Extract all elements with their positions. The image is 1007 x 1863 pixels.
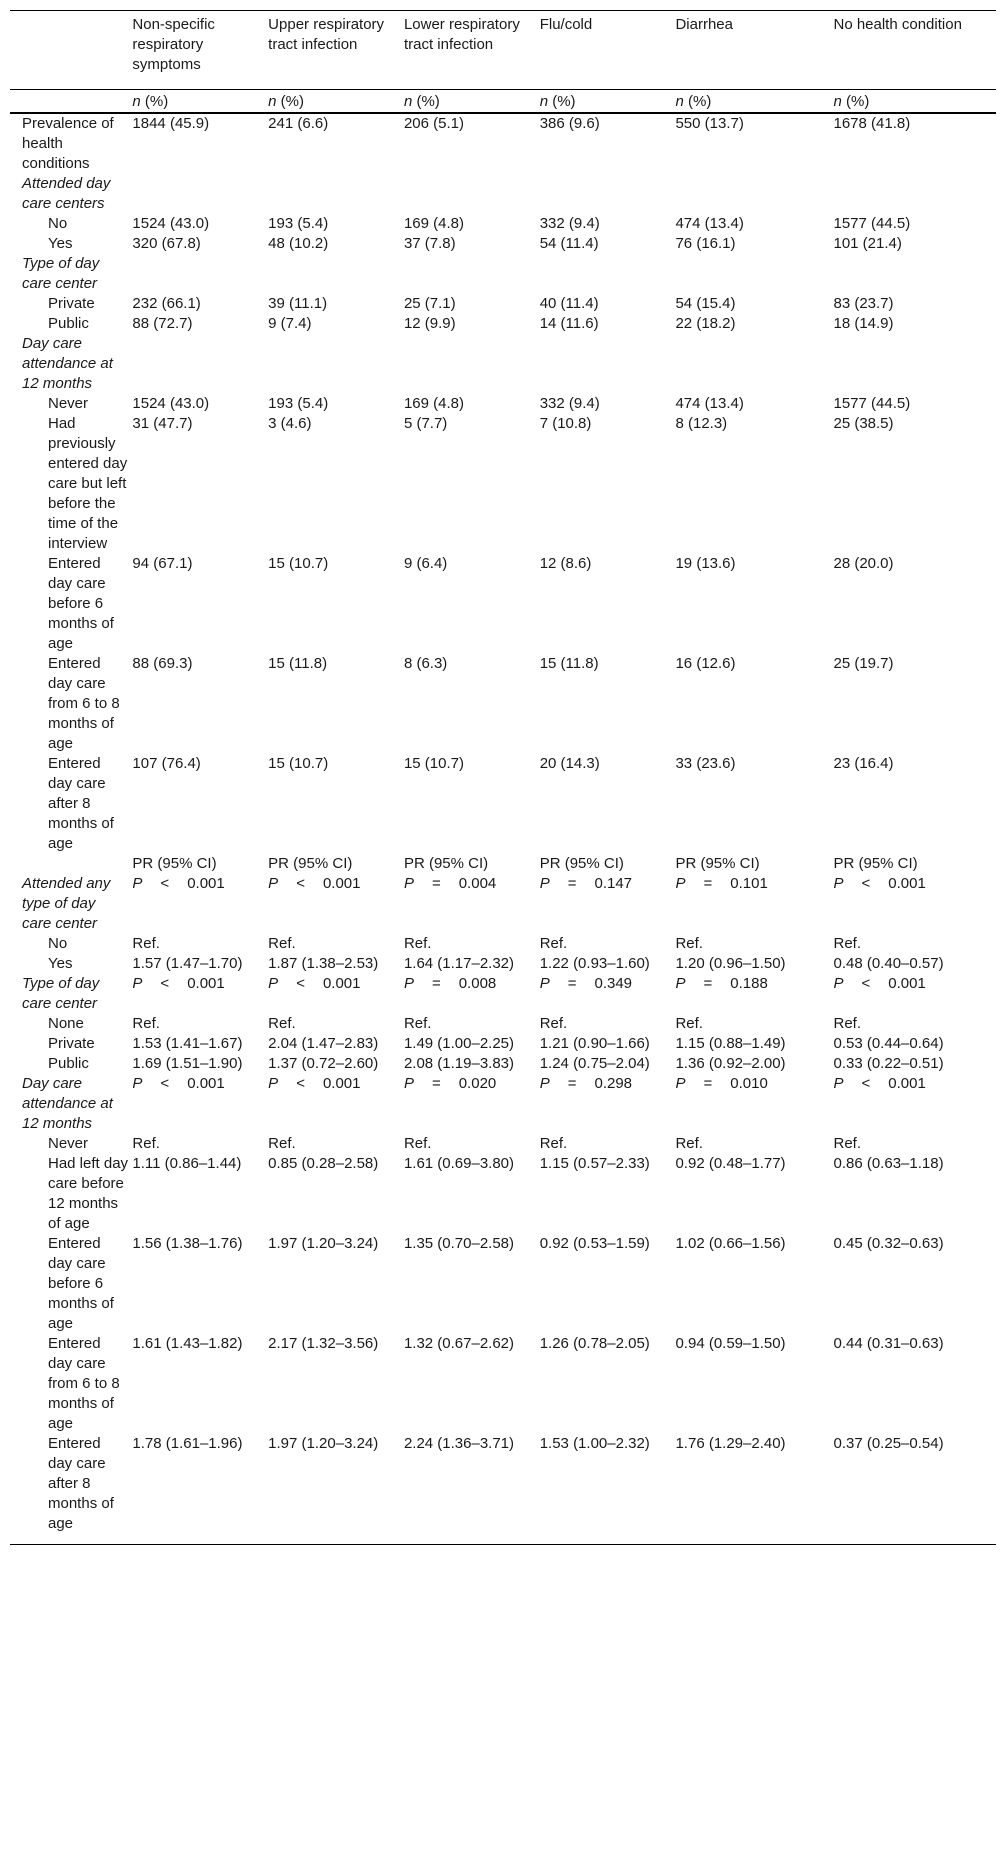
row-label: Prevalence of health conditions — [22, 115, 114, 172]
table-cell: Ref. — [675, 935, 703, 952]
p-symbol: P — [268, 875, 279, 892]
p-operator: < — [861, 1075, 871, 1092]
table-cell-empty — [833, 174, 996, 214]
table-cell: Ref. — [403, 1015, 432, 1032]
p-symbol: P — [675, 975, 686, 992]
p-value-cell — [833, 874, 996, 934]
table-cell: 1.97 (1.20–3.24) — [268, 1434, 404, 1545]
table-cell: 169 (4.8) — [403, 215, 464, 232]
table-cell: 1678 (41.8) — [833, 115, 911, 132]
table-row — [10, 1234, 996, 1334]
table-cell: 8 (6.3) — [403, 655, 448, 672]
table-cell: 9 (7.4) — [268, 315, 312, 332]
p-value-cell — [404, 874, 540, 934]
row-label: Private — [48, 295, 95, 312]
table-cell: 0.48 (0.40–0.57) — [833, 955, 944, 972]
table-cell-empty — [833, 254, 996, 294]
p-operator: = — [703, 975, 713, 992]
table-cell: Ref. — [833, 935, 861, 952]
p-symbol: P — [675, 875, 686, 892]
table-cell: 76 (16.1) — [675, 235, 736, 252]
table-cell: PR (95% CI) — [268, 855, 353, 872]
p-value-cell — [268, 874, 404, 934]
p-operator: < — [160, 975, 170, 992]
units-cell-empty — [10, 90, 132, 114]
p-symbol: P — [539, 1075, 550, 1092]
table-row — [10, 113, 996, 174]
table-cell: 2.17 (1.32–3.56) — [268, 1335, 379, 1352]
table-cell: 15 (11.8) — [268, 655, 328, 672]
p-value-cell — [833, 974, 996, 1014]
table-cell: 88 (69.3) — [132, 655, 193, 672]
table-cell-empty — [540, 174, 676, 214]
table-cell: Ref. — [403, 935, 432, 952]
p-value: 0.101 — [730, 875, 768, 892]
table-cell-empty — [675, 334, 833, 394]
row-label: Entered day care before 6 months of age — [48, 555, 114, 652]
table-cell-empty — [540, 334, 676, 394]
p-value: 0.020 — [458, 1075, 497, 1092]
table-cell: 15 (10.7) — [403, 755, 464, 772]
table-cell: Ref. — [539, 1135, 568, 1152]
p-operator: = — [431, 1075, 441, 1092]
table-cell-empty — [675, 254, 833, 294]
units-row — [10, 90, 996, 114]
row-label: Public — [48, 1055, 89, 1072]
table-cell: 15 (11.8) — [539, 655, 599, 672]
table-cell: 88 (72.7) — [132, 315, 193, 332]
table-cell: 1.15 (0.88–1.49) — [675, 1035, 786, 1052]
table-row — [10, 414, 996, 554]
table-cell: 9 (6.4) — [403, 555, 448, 572]
section-row — [10, 974, 996, 1014]
p-value: 0.010 — [730, 1075, 768, 1092]
table-cell-empty — [404, 254, 540, 294]
table-row — [10, 1054, 996, 1074]
units-cell: n (%) — [833, 90, 996, 114]
units-cell: n (%) — [540, 90, 676, 114]
table-cell: 550 (13.7) — [675, 115, 744, 132]
table-container — [10, 10, 996, 1545]
section-row — [10, 1074, 996, 1134]
table-cell: 1.11 (0.86–1.44) — [132, 1155, 242, 1172]
table-row — [10, 234, 996, 254]
table-cell: 107 (76.4) — [132, 755, 201, 772]
table-cell-empty — [132, 174, 268, 214]
table-cell-empty — [404, 174, 540, 214]
table-cell: 0.92 (0.53–1.59) — [539, 1235, 650, 1252]
table-cell: 206 (5.1) — [403, 115, 464, 132]
table-cell: 1.87 (1.38–2.53) — [268, 955, 379, 972]
table-cell: 40 (11.4) — [539, 295, 599, 312]
p-symbol: P — [833, 975, 844, 992]
p-value: 0.001 — [187, 1075, 225, 1092]
p-value-cell — [132, 974, 268, 1014]
table-cell: PR (95% CI) — [539, 855, 624, 872]
table-cell: Ref. — [675, 1135, 703, 1152]
table-cell: 0.85 (0.28–2.58) — [268, 1155, 379, 1172]
table-cell: 16 (12.6) — [675, 655, 736, 672]
p-value: 0.004 — [458, 875, 497, 892]
header-cell: Lower respiratory tract infection — [404, 11, 540, 90]
table-cell: PR (95% CI) — [132, 855, 217, 872]
table-cell: 1.69 (1.51–1.90) — [132, 1055, 243, 1072]
p-value-cell — [132, 874, 268, 934]
p-value: 0.001 — [322, 875, 361, 892]
table-row — [10, 394, 996, 414]
p-value-cell — [132, 1074, 268, 1134]
table-cell: 1577 (44.5) — [833, 215, 911, 232]
table-cell-empty — [268, 174, 404, 214]
table-cell: 28 (20.0) — [833, 555, 894, 572]
table-row — [10, 934, 996, 954]
table-cell: Ref. — [132, 1015, 160, 1032]
table-cell: 25 (38.5) — [833, 415, 894, 432]
row-label: Entered day care from 6 to 8 months of age — [48, 1335, 120, 1432]
table-cell: 232 (66.1) — [132, 295, 201, 312]
row-label: Public — [48, 315, 89, 332]
table-cell: 15 (10.7) — [268, 555, 329, 572]
table-cell: 1844 (45.9) — [132, 115, 210, 132]
table-row — [10, 1134, 996, 1154]
table-cell: 2.04 (1.47–2.83) — [268, 1035, 379, 1052]
row-label: None — [48, 1015, 84, 1032]
table-cell: 48 (10.2) — [268, 235, 329, 252]
table-row — [10, 954, 996, 974]
table-row — [10, 1434, 996, 1545]
table-cell: 19 (13.6) — [675, 555, 736, 572]
health-conditions-table — [10, 10, 996, 1545]
p-operator: < — [296, 875, 305, 892]
table-cell: Ref. — [268, 935, 296, 952]
row-label: No — [48, 215, 68, 232]
table-cell: 18 (14.9) — [833, 315, 894, 332]
p-value-cell — [540, 1074, 676, 1134]
section-row — [10, 174, 996, 214]
table-cell: 193 (5.4) — [268, 395, 329, 412]
table-cell: 1.78 (1.61–1.96) — [132, 1434, 268, 1545]
table-cell: 1.49 (1.00–2.25) — [403, 1035, 515, 1052]
p-value-cell — [404, 1074, 540, 1134]
header-cell: Upper respiratory tract infection — [268, 11, 404, 90]
table-cell: 0.33 (0.22–0.51) — [833, 1055, 944, 1072]
p-symbol: P — [833, 875, 844, 892]
p-symbol: P — [403, 875, 414, 892]
p-value: 0.298 — [594, 1075, 633, 1092]
p-operator: < — [160, 875, 170, 892]
table-cell: 193 (5.4) — [268, 215, 329, 232]
table-cell: 1524 (43.0) — [132, 395, 210, 412]
table-cell: Ref. — [833, 1135, 861, 1152]
p-value-cell — [404, 974, 540, 1014]
p-operator: = — [567, 875, 577, 892]
table-cell: 2.08 (1.19–3.83) — [403, 1055, 515, 1072]
section-row — [10, 334, 996, 394]
p-symbol: P — [675, 1075, 686, 1092]
row-label: Never — [48, 395, 89, 412]
table-cell-empty — [268, 334, 404, 394]
table-cell: 1.61 (1.43–1.82) — [132, 1335, 243, 1352]
p-value: 0.001 — [322, 975, 361, 992]
table-cell: 320 (67.8) — [132, 235, 201, 252]
table-row — [10, 554, 996, 654]
row-label: Private — [48, 1035, 95, 1052]
units-cell: n (%) — [268, 90, 404, 114]
table-row — [10, 654, 996, 754]
row-label: Had previously entered day care but left before the time of the interview — [48, 415, 128, 552]
table-cell: 25 (7.1) — [403, 295, 456, 312]
p-operator: < — [296, 1075, 305, 1092]
table-cell: 0.45 (0.32–0.63) — [833, 1235, 944, 1252]
table-cell: 1.22 (0.93–1.60) — [539, 955, 650, 972]
p-operator: = — [431, 975, 441, 992]
table-cell: 3 (4.6) — [268, 415, 312, 432]
table-cell: Ref. — [268, 1135, 296, 1152]
p-value-cell — [268, 1074, 404, 1134]
table-row — [10, 754, 996, 854]
p-symbol: P — [268, 1075, 279, 1092]
table-cell: 1.36 (0.92–2.00) — [675, 1055, 786, 1072]
table-cell: 1.57 (1.47–1.70) — [132, 955, 243, 972]
table-cell: Ref. — [539, 935, 568, 952]
table-cell: 1.35 (0.70–2.58) — [403, 1235, 515, 1252]
header-cell — [10, 11, 132, 90]
table-row — [10, 214, 996, 234]
table-row — [10, 314, 996, 334]
p-symbol: P — [539, 875, 550, 892]
section-row — [10, 254, 996, 294]
p-value-cell — [675, 1074, 833, 1134]
table-cell-empty — [540, 254, 676, 294]
section-label: Attended any type of day care center — [22, 875, 111, 932]
table-cell: 386 (9.6) — [539, 115, 600, 132]
p-value: 0.188 — [730, 975, 768, 992]
table-cell: PR (95% CI) — [403, 855, 489, 872]
table-cell: 169 (4.8) — [403, 395, 464, 412]
p-operator: < — [861, 975, 871, 992]
table-row — [10, 294, 996, 314]
p-value-cell — [833, 1074, 996, 1134]
table-cell: PR (95% CI) — [833, 855, 918, 872]
table-cell: Ref. — [833, 1015, 861, 1032]
table-cell-empty — [404, 334, 540, 394]
table-cell: 0.44 (0.31–0.63) — [833, 1335, 944, 1352]
table-cell: 474 (13.4) — [675, 395, 744, 412]
section-row — [10, 874, 996, 934]
p-value: 0.001 — [888, 875, 926, 892]
table-cell: 5 (7.7) — [403, 415, 448, 432]
table-cell: 94 (67.1) — [132, 555, 193, 572]
p-value: 0.001 — [322, 1075, 361, 1092]
p-operator: = — [567, 975, 577, 992]
section-label: Day care attendance at 12 months — [22, 335, 113, 392]
p-symbol: P — [132, 975, 143, 992]
p-symbol: P — [833, 1075, 844, 1092]
table-cell-empty — [268, 254, 404, 294]
table-cell: 241 (6.6) — [268, 115, 329, 132]
p-operator: < — [861, 875, 871, 892]
table-cell: 8 (12.3) — [675, 415, 728, 432]
table-cell-empty — [833, 334, 996, 394]
table-cell: Ref. — [132, 1135, 160, 1152]
row-label: Entered day care before 6 months of age — [48, 1235, 114, 1332]
header-cell: No health condition — [833, 11, 996, 90]
row-label: No — [48, 935, 68, 952]
table-cell: 1.64 (1.17–2.32) — [403, 955, 515, 972]
table-row — [10, 1014, 996, 1034]
section-label: Type of day care center — [22, 255, 100, 292]
table-row — [10, 1334, 996, 1434]
table-cell: Ref. — [403, 1135, 432, 1152]
table-cell: 20 (14.3) — [539, 755, 600, 772]
p-symbol: P — [403, 975, 414, 992]
table-row — [10, 1034, 996, 1054]
row-label: Yes — [48, 955, 73, 972]
p-value: 0.001 — [888, 1075, 926, 1092]
table-cell: 31 (47.7) — [132, 415, 193, 432]
table-cell: 1.37 (0.72–2.60) — [268, 1055, 379, 1072]
table-cell: 0.53 (0.44–0.64) — [833, 1035, 944, 1052]
section-label: Type of day care center — [22, 975, 100, 1012]
table-cell: 1.02 (0.66–1.56) — [675, 1235, 786, 1252]
p-value: 0.147 — [594, 875, 633, 892]
table-cell-empty — [132, 334, 268, 394]
p-symbol: P — [268, 975, 279, 992]
table-cell-empty — [132, 254, 268, 294]
row-label: Never — [48, 1135, 89, 1152]
units-cell: n (%) — [404, 90, 540, 114]
header-cell: Flu/cold — [540, 11, 676, 90]
p-value-cell — [675, 974, 833, 1014]
table-cell: 1.97 (1.20–3.24) — [268, 1235, 379, 1252]
p-value: 0.008 — [458, 975, 497, 992]
table-cell: 54 (11.4) — [539, 235, 599, 252]
table-cell: 1.76 (1.29–2.40) — [675, 1434, 833, 1545]
table-cell: 332 (9.4) — [539, 215, 600, 232]
table-cell: 83 (23.7) — [833, 295, 894, 312]
row-label: Entered day care after 8 months of age — [48, 755, 114, 852]
p-symbol: P — [132, 875, 143, 892]
units-cell: n (%) — [132, 90, 268, 114]
table-cell: 15 (10.7) — [268, 755, 329, 772]
table-cell: 1.56 (1.38–1.76) — [132, 1235, 243, 1252]
table-cell: 1577 (44.5) — [833, 395, 911, 412]
table-cell: 1524 (43.0) — [132, 215, 210, 232]
p-value: 0.001 — [187, 875, 225, 892]
header-cell: Diarrhea — [675, 11, 833, 90]
p-value-cell — [675, 874, 833, 934]
p-value: 0.349 — [594, 975, 633, 992]
p-operator: = — [703, 875, 713, 892]
table-cell: 332 (9.4) — [539, 395, 600, 412]
p-value: 0.001 — [187, 975, 225, 992]
units-cell: n (%) — [675, 90, 833, 114]
table-cell: 1.32 (0.67–2.62) — [403, 1335, 515, 1352]
table-cell: 33 (23.6) — [675, 755, 736, 772]
table-cell: 37 (7.8) — [403, 235, 456, 252]
p-value-cell — [540, 974, 676, 1014]
p-symbol: P — [403, 1075, 414, 1092]
table-cell: 1.24 (0.75–2.04) — [539, 1055, 650, 1072]
p-symbol: P — [132, 1075, 143, 1092]
row-label: Entered day care after 8 months of age — [10, 1434, 132, 1545]
table-cell: 1.26 (0.78–2.05) — [539, 1335, 650, 1352]
p-operator: = — [567, 1075, 577, 1092]
table-cell: 23 (16.4) — [833, 755, 894, 772]
table-cell: 25 (19.7) — [833, 655, 894, 672]
table-cell: 1.61 (0.69–3.80) — [403, 1155, 515, 1172]
table-cell: 474 (13.4) — [675, 215, 744, 232]
p-operator: = — [703, 1075, 713, 1092]
table-cell: Ref. — [539, 1015, 568, 1032]
p-value-cell — [540, 874, 676, 934]
table-cell: Ref. — [675, 1015, 703, 1032]
table-row — [10, 1154, 996, 1234]
p-operator: = — [431, 875, 441, 892]
table-cell: 101 (21.4) — [833, 235, 902, 252]
table-cell: 1.21 (0.90–1.66) — [539, 1035, 650, 1052]
p-value: 0.001 — [888, 975, 926, 992]
p-operator: < — [296, 975, 305, 992]
header-row — [10, 11, 996, 90]
table-cell: 1.20 (0.96–1.50) — [675, 955, 786, 972]
row-label: Had left day care before 12 months of age — [48, 1155, 129, 1232]
table-cell: 0.37 (0.25–0.54) — [833, 1434, 996, 1545]
table-cell: PR (95% CI) — [675, 855, 760, 872]
table-cell: 22 (18.2) — [675, 315, 736, 332]
table-cell: 0.86 (0.63–1.18) — [833, 1155, 944, 1172]
table-cell-empty — [675, 174, 833, 214]
table-cell: Ref. — [132, 935, 160, 952]
table-cell: 39 (11.1) — [268, 295, 328, 312]
table-cell: 1.15 (0.57–2.33) — [539, 1155, 650, 1172]
table-cell: 0.94 (0.59–1.50) — [675, 1335, 786, 1352]
table-cell: 0.92 (0.48–1.77) — [675, 1155, 786, 1172]
row-label: Entered day care from 6 to 8 months of age — [48, 655, 120, 752]
table-cell: Ref. — [268, 1015, 296, 1032]
row-label: Yes — [48, 235, 73, 252]
table-cell: 1.53 (1.00–2.32) — [540, 1434, 676, 1545]
table-cell: 12 (9.9) — [403, 315, 456, 332]
table-cell: 2.24 (1.36–3.71) — [404, 1434, 540, 1545]
table-cell: 14 (11.6) — [539, 315, 599, 332]
table-cell: 7 (10.8) — [539, 415, 592, 432]
header-cell: Non-specific respiratory symptoms — [132, 11, 268, 90]
table-cell: 54 (15.4) — [675, 295, 736, 312]
p-operator: < — [160, 1075, 170, 1092]
table-row — [10, 854, 996, 874]
p-symbol: P — [539, 975, 550, 992]
section-label: Day care attendance at 12 months — [22, 1075, 113, 1132]
p-value-cell — [268, 974, 404, 1014]
table-cell: 12 (8.6) — [539, 555, 592, 572]
row-label — [10, 854, 132, 874]
section-label: Attended day care centers — [22, 175, 111, 212]
table-cell: 1.53 (1.41–1.67) — [132, 1035, 243, 1052]
